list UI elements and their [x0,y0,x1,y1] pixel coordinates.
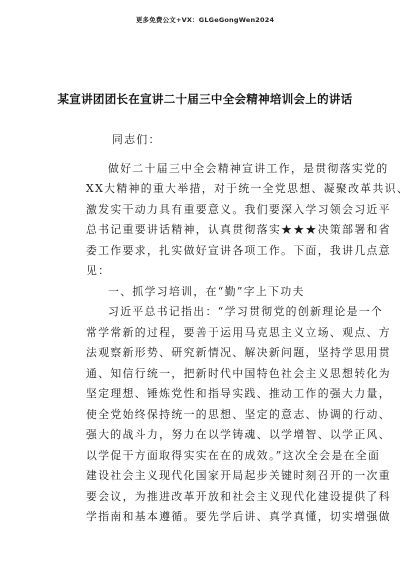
paragraph-line: 建设社会主义现代化国家开局起步关键时刻召开的一次重 [86,469,391,482]
document-title: 某宣讲团团长在宣讲二十届三中全会精神培训会上的讲话 [57,92,353,106]
paragraph-line: 见： [86,264,111,277]
paragraph-line: 要会议，为推进改革开放和社会主义现代化建设提供了科 [86,489,391,503]
paragraph-line: 习近平总书记指出：“学习贯彻党的创新理论是一个 [108,305,384,318]
paragraph-line: 法观察新形势、研究新情况、解决新问题，坚持学思用贯 [86,346,391,359]
paragraph-line: 委工作要求，扎实做好宣讲各项工作。下面，我讲几点意 [86,243,391,257]
document-body [86,130,410,528]
paragraph-line: 常学常新的过程，要善于运用马克思主义立场、观点、方 [86,325,391,339]
header-watermark: 更多免费公文+VX：GLGeGongWen2024 [135,16,275,24]
paragraph-line: 总书记重要讲话精神，认真贯彻落实★★★决策部署和省 [86,223,391,236]
paragraph-1 [86,159,410,282]
paragraph-line: 通、知信行统一，把新时代中国特色社会主义思想转化为 [86,366,391,380]
paragraph-2 [86,302,391,528]
paragraph-line: 激发实干动力具有重要意义。我们要深入学习领会习近平 [86,202,391,216]
paragraph-line: XX大精神的重大举措，对于统一全党思想、凝聚改革共识、 [86,182,410,195]
section-heading: 一、抓学习培训，在“勤”字上下功夫 [108,284,305,298]
paragraph-line: 坚定理想、锤炼党性和指导实践、推动工作的强大力量， [86,387,391,400]
salutation: 同志们： [112,133,161,146]
paragraph-line: 学指南和基本遵循。要先学后讲、真学真懂，切实增强做 [86,510,391,523]
paragraph-line: 做好二十届三中全会精神宣讲工作，是贯彻落实党的 [108,161,389,175]
paragraph-line: 强大的战斗力，努力在以学铸魂、以学增智、以学正风、 [86,428,391,441]
paragraph-line: 以学促干方面取得实实在在的成效。”这次全会是在全面 [86,448,381,462]
paragraph-line: 使全党始终保持统一的思想、坚定的意志、协调的行动、 [86,407,391,421]
